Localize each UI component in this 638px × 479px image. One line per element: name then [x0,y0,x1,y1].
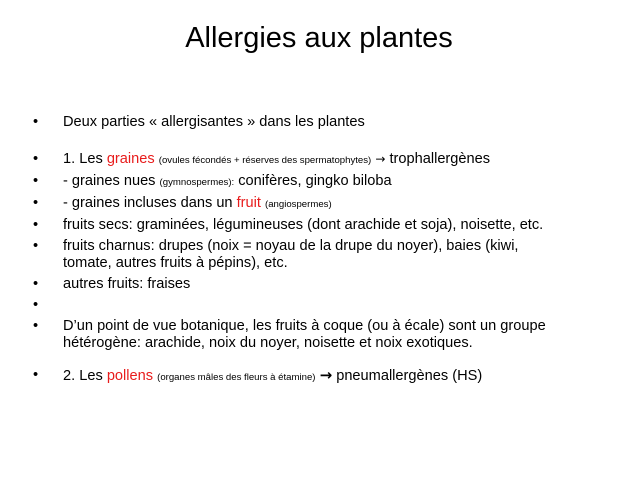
bullet-suffix: conifères, gingko biloba [238,173,392,189]
bullet-prefix: 1. Les [63,151,107,167]
bullet-prefix: - graines nues [63,173,160,189]
bullet-text: autres fruits: fraises [63,276,191,292]
bullet-dry-fruits [33,217,603,234]
bullet-prefix: - graines incluses dans un [63,195,237,211]
bullet-botany [33,318,603,352]
highlight-fruit: fruit [236,195,261,211]
arrow-right-icon: → [375,152,386,166]
bullet-naked-seeds [33,173,603,191]
bullet-note: (angiospermes) [265,199,332,210]
bullet-note: (organes mâles des fleurs à étamine) [157,372,316,383]
highlight-graines: graines [106,151,155,167]
bullet-suffix: pneumallergènes (HS) [336,368,483,384]
bullet-seeds [33,151,603,169]
bullet-two-parts [33,114,603,131]
bullet-line: tomate, autres fruits à pépins), etc. [63,255,288,271]
bullet-line: • D’un point de vue botanique, les fruits à coque (ou à écale) sont un groupe [63,318,546,334]
bullet-text: Deux parties « allergisantes » dans les plantes [63,114,365,130]
bullet-text: fruits secs: graminées, légumineuses (dont arachide et soja), noisette, etc. [63,217,544,233]
arrow-right-icon: → [319,366,333,384]
bullet-prefix: 2. Les [63,368,107,384]
bullet-note: (gymnospermes): [159,177,235,188]
bullet-fleshy-fruits [33,238,603,272]
bullet-suffix: trophallergènes [389,151,491,167]
bullet-line: hétérogène: arachide, noix du noyer, noisette et noix exotiques. [63,335,473,351]
bullet-note: (ovules fécondés + réserves des spermatophytes) [158,155,372,166]
bullet-line: • fruits charnus: drupes (noix = noyau de la drupe du noyer), baies (kiwi, [63,238,519,254]
highlight-pollens: pollens [106,368,154,384]
bullet-empty [33,297,603,314]
bullet-pollens [33,367,603,386]
bullet-list [33,114,603,386]
slide-title: Allergies aux plantes [185,22,453,54]
bullet-other-fruits [33,276,603,293]
bullet-enclosed-seeds [33,195,603,213]
